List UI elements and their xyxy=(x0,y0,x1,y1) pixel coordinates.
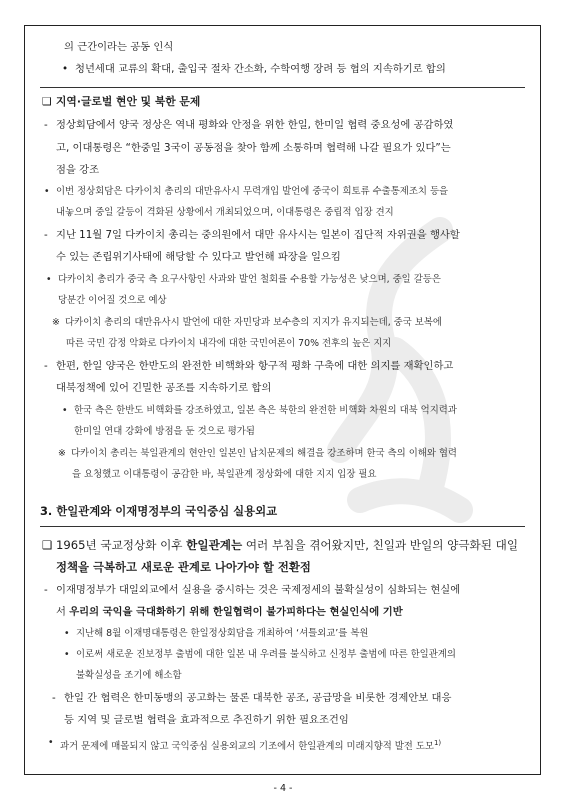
bullet-item: • 지난해 8월 이재명대통령은 한일정상회담을 개최하여 ‘셔틀외교’를 복원 xyxy=(64,628,369,639)
bullet-item: • 한국 측은 한반도 비핵화를 강조하였고, 일본 측은 북한의 완전한 비핵화 차원의 대북 억지력과 xyxy=(62,405,457,416)
dash-item: - 한편, 한일 양국은 한반도의 완전한 비핵화와 항구적 평화 구축에 대한 의지를 재확인하고 xyxy=(44,360,454,372)
bullet-marker: • xyxy=(64,628,70,639)
lead-paragraph-cont: 정책을 극복하고 새로운 관계로 나아가야 할 전환점 xyxy=(56,560,311,574)
text-line: 점을 강조 xyxy=(56,164,100,176)
dash-item: - 정상회담에서 양국 정상은 역내 평화와 안정을 위한 한일, 한미일 협력 중요성에 공감하였 xyxy=(44,119,454,131)
section-heading-3: 3. 한일관계와 이재명정부의 국익중심 실용외교 xyxy=(40,504,278,518)
footnote-marker[interactable]: 1) xyxy=(433,739,442,747)
text-line: 을 요청했고 이대통령이 공감한 바, 북일관계 정상화에 대한 지지 입장 필요 xyxy=(72,469,377,480)
heading-regional-issues: ❑ 지역·글로벌 현안 및 북한 문제 xyxy=(42,95,201,108)
bullet-item xyxy=(62,62,446,76)
text-line: 따른 국민 감정 악화로 다카이치 내각에 대한 국민여론이 70% 전후의 높은 지지 xyxy=(66,338,392,349)
hollow-square-icon: ❑ xyxy=(42,538,53,552)
hollow-square-icon: ❑ xyxy=(42,95,52,108)
text-line: 고, 이대통령은 “한중일 3국이 공동점을 찾아 함께 소통하며 협력해 나갈 필요가 있다”는 xyxy=(56,142,451,154)
dash-marker: - xyxy=(44,229,48,241)
dash-item: - 지난 11월 7일 다카이치 총리는 중의원에서 대만 유사시는 일본이 집단적 자위권을 행사할 xyxy=(44,229,460,241)
bullet-item: • 이번 정상회담은 다카이치 총리의 대만유사시 무력개입 발언에 중국이 희토류 수출통제조치 등을 xyxy=(44,186,449,197)
bullet-marker: • xyxy=(46,274,52,285)
bullet-marker: • xyxy=(44,186,50,197)
section-divider xyxy=(40,526,525,527)
text-line: 불확실성을 조기에 해소함 xyxy=(76,670,182,681)
bullet-marker: • xyxy=(62,405,68,416)
note-item: ※ 다카이치 총리의 대만유사시 발언에 대한 자민당과 보수층의 지지가 유지되는데, 중국 보복에 xyxy=(52,317,442,328)
text-line: 당분간 이어질 것으로 예상 xyxy=(58,295,167,306)
bullet-marker: • xyxy=(64,649,70,660)
reference-mark-icon: ※ xyxy=(58,448,66,459)
page-number: - 4 - xyxy=(273,783,293,794)
text-line: 서 우리의 국익을 극대화하기 위해 한일협력이 불가피하다는 현실인식에 기반 xyxy=(56,606,403,618)
dash-marker: - xyxy=(52,692,56,704)
text-line: 의 근간이라는 공동 인식 xyxy=(64,41,174,53)
bullet-item: • 다카이치 총리가 중국 측 요구사항인 사과와 발언 철회를 수용할 가능성은 낮으며, 중일 갈등은 xyxy=(46,274,441,285)
bullet-text: 청년세대 교류의 확대, 출입국 절차 간소화, 수학여행 장려 등 협의 지속하기로 합의 xyxy=(75,63,446,75)
bullet-marker: • xyxy=(62,63,69,75)
section-divider xyxy=(40,87,525,88)
text-line: 한미일 연대 강화에 방점을 둔 것으로 평가됨 xyxy=(74,426,255,437)
dash-item: - 한일 간 협력은 한미동맹의 공고화는 물론 대북한 공조, 공급망을 비롯한 경제안보 대응 xyxy=(52,692,452,704)
lead-paragraph: ❑ 1965년 국교정상화 이후 한일관계는 여러 부침을 겪어왔지만, 친일과 반일의 양극화된 대일 xyxy=(42,538,519,552)
dash-item: - 이재명정부가 대일외교에서 실용을 중시하는 것은 국제정세의 불확실성이 심화되는 현실에 xyxy=(44,584,461,596)
text-line: 내놓으며 중일 갈등이 격화된 상황에서 개최되었으며, 이대통령은 중립적 입장 견지 xyxy=(56,207,394,218)
text-line: 대북정책에 있어 긴밀한 공조를 지속하기로 합의 xyxy=(56,382,272,394)
text-line: 수 있는 존립위기사태에 해당할 수 있다고 발언해 파장을 일으킴 xyxy=(56,251,341,263)
dash-marker: - xyxy=(44,119,48,131)
bullet-item: • 이로써 새로운 진보정부 출범에 대한 일본 내 우려를 불식하고 신정부 출범에 따른 한일관계의 xyxy=(64,649,456,660)
reference-mark-icon: ※ xyxy=(52,317,60,328)
dash-marker: - xyxy=(44,584,48,596)
note-item: ※ 다카이치 총리는 북일관계의 현안인 일본인 납치문제의 해결을 강조하며 한국 측의 이해와 협력 xyxy=(58,448,457,459)
text-line: 등 지역 및 글로벌 협력을 효과적으로 추진하기 위한 필요조건임 xyxy=(64,714,349,726)
dash-marker: - xyxy=(44,360,48,372)
bullet-item: • 과거 문제에 매몰되지 않고 국익중심 실용외교의 기조에서 한일관계의 미래지향적 발전 도모$^{1)}$ xyxy=(48,737,442,753)
bullet-marker: • xyxy=(48,737,54,748)
